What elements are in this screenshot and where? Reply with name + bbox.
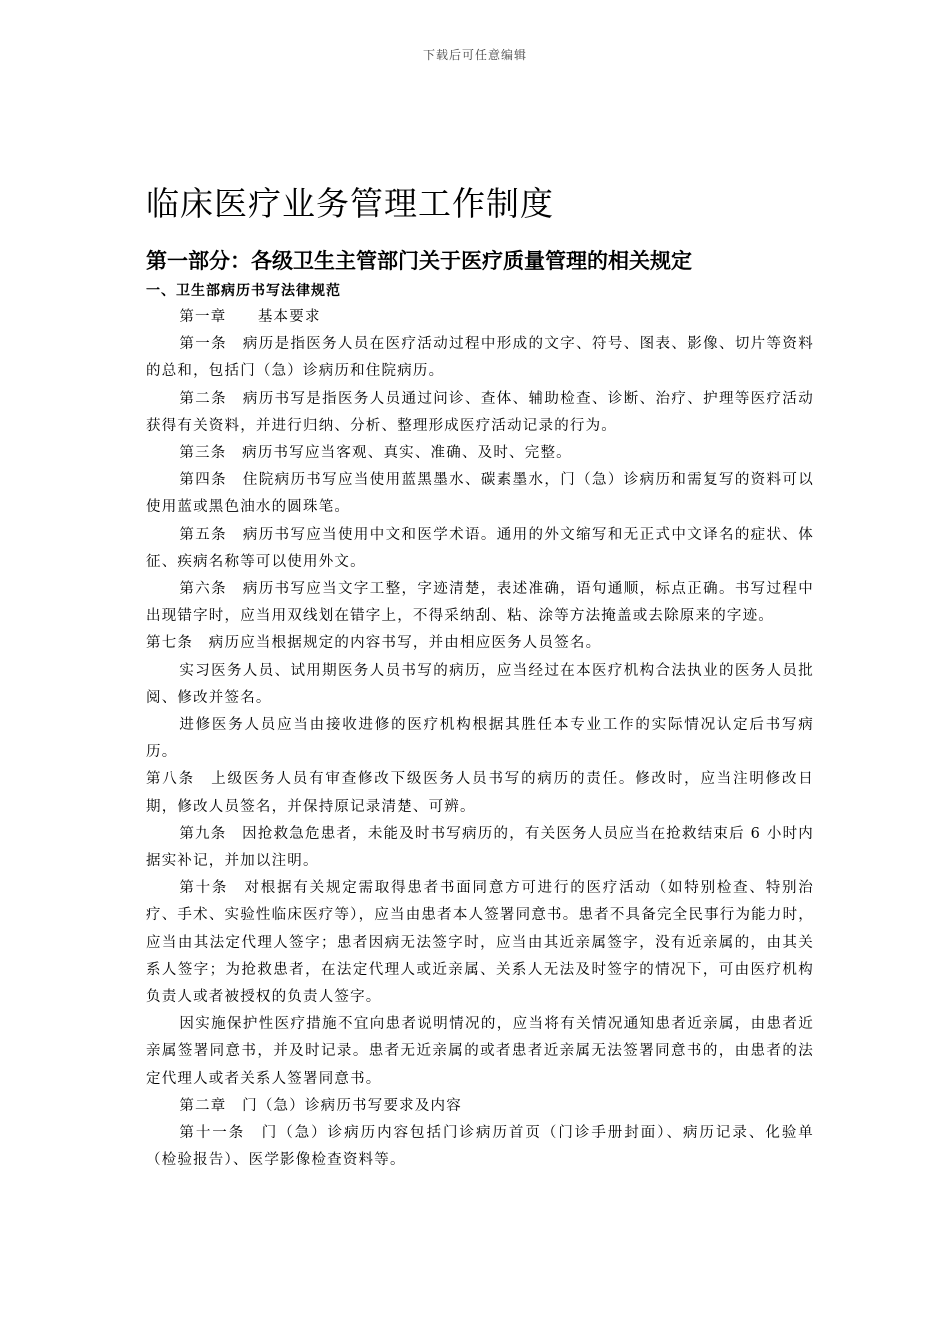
chapter-heading-1: 第一章 基本要求 — [179, 309, 321, 325]
article-10-clause-2: 因实施保护性医疗措施不宜向患者说明情况的，应当将有关情况通知患者近亲属，由患者近亲属签署同意书，并及时记录。患者无近亲属的或者患者近亲属无法签署同意书的，由患者的法定代理人或者关系人签署同意书。 — [146, 1016, 814, 1087]
document-body — [146, 176, 814, 1175]
article-1: 第一条 病历是指医务人员在医疗活动过程中形成的文字、符号、图表、影像、切片等资料的总和，包括门（急）诊病历和住院病历。 — [146, 336, 814, 380]
article-8: 第八条 上级医务人员有审查修改下级医务人员书写的病历的责任。修改时，应当注明修改日期，修改人员签名，并保持原记录清楚、可辨。 — [146, 771, 814, 815]
article-4: 第四条 住院病历书写应当使用蓝黑墨水、碳素墨水，门（急）诊病历和需复写的资料可以使用蓝或黑色油水的圆珠笔。 — [146, 472, 814, 516]
article-11: 第十一条 门（急）诊病历内容包括门诊病历首页（门诊手册封面）、病历记录、化验单（检验报告）、医学影像检查资料等。 — [146, 1125, 814, 1169]
document-title: 临床医疗业务管理工作制度 — [146, 184, 554, 223]
page-header: 下载后可任意编辑 — [422, 48, 527, 62]
article-2: 第二条 病历书写是指医务人员通过问诊、查体、辅助检查、诊断、治疗、护理等医疗活动获得有关资料，并进行归纳、分析、整理形成医疗活动记录的行为。 — [146, 390, 814, 434]
article-7: 第七条 病历应当根据规定的内容书写，并由相应医务人员签名。 — [146, 635, 602, 652]
article-10: 第十条 对根据有关规定需取得患者书面同意方可进行的医疗活动（如特别检查、特别治疗、手术、实验性临床医疗等），应当由患者本人签署同意书。患者不具备完全民事行为能力时，应当由其法定代理人签字；患者因病无法签字时，应当由其近亲属签字，没有近亲属的，由其关系人签字；为抢救患者，在法定代理人或近亲属、关系人无法及时签字的情况下，可由医疗机构负责人或者被授权的负责人签字。 — [146, 880, 814, 1006]
part-title: 第一部分：各级卫生主管部门关于医疗质量管理的相关规定 — [146, 249, 692, 273]
article-5: 第五条 病历书写应当使用中文和医学术语。通用的外文缩写和无正式中文译名的症状、体征、疾病名称等可以使用外文。 — [146, 526, 814, 570]
article-7-clause-2: 实习医务人员、试用期医务人员书写的病历，应当经过在本医疗机构合法执业的医务人员批阅、修改并签名。 — [146, 662, 814, 706]
chapter-heading-2: 第二章 门（急）诊病历书写要求及内容 — [179, 1097, 462, 1114]
article-6: 第六条 病历书写应当文字工整，字迹清楚，表述准确，语句通顺，标点正确。书写过程中出现错字时，应当用双线划在错字上，不得采纳刮、粘、涂等方法掩盖或去除原来的字迹。 — [146, 581, 814, 625]
section-title: 一、卫生部病历书写法律规范 — [146, 283, 341, 299]
article-7-clause-3: 进修医务人员应当由接收进修的医疗机构根据其胜任本专业工作的实际情况认定后书写病历。 — [146, 717, 814, 761]
article-3: 第三条 病历书写应当客观、真实、准确、及时、完整。 — [179, 445, 572, 462]
article-9: 第九条 因抢救急危患者，未能及时书写病历的，有关医务人员应当在抢救结束后 6 小时内据实补记，并加以注明。 — [146, 825, 814, 870]
